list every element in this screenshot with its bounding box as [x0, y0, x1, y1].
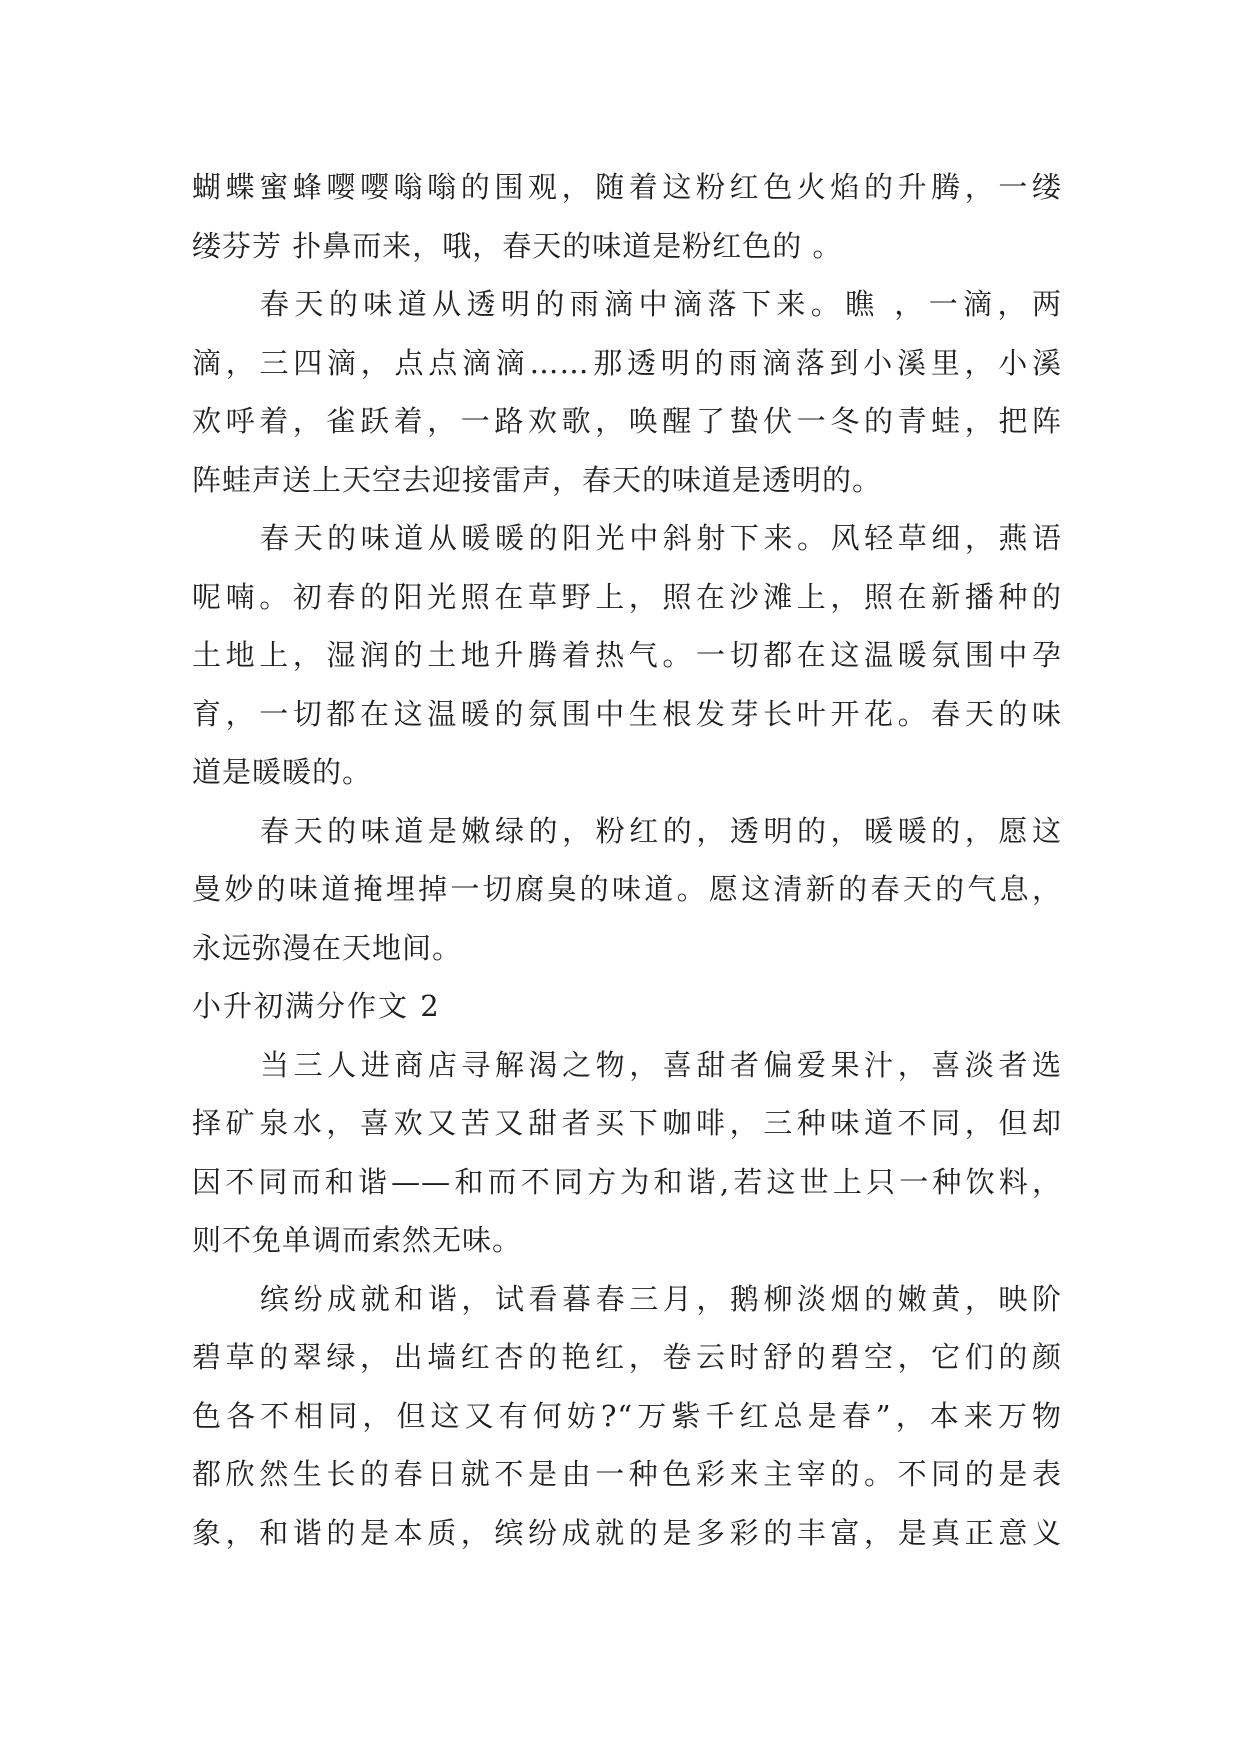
- text-line: 蝴蝶蜜蜂嘤嘤嗡嗡的围观，随着这粉红色火焰的升腾，一缕: [192, 170, 1062, 204]
- text-line: 碧草的翠绿，出墙红杏的艳红，卷云时舒的碧空，它们的颜: [192, 1340, 1062, 1374]
- text-line: 呢喃。初春的阳光照在草野上，照在沙滩上，照在新播种的: [192, 579, 1062, 614]
- text-line: 缤纷成就和谐，试看暮春三月，鹅柳淡烟的嫩黄，映阶: [260, 1281, 1062, 1316]
- text-line: 因不同而和谐——和而不同方为和谐,若这世上只一种饮料，: [192, 1164, 1062, 1199]
- text-line: 缕芬芳 扑鼻而来，哦，春天的味道是粉红色的 。: [192, 228, 843, 263]
- text-line: 春天的味道是嫩绿的，粉红的，透明的，暖暖的，愿这: [260, 813, 1062, 848]
- text-line: 色各不相同，但这又有何妨?“万紫千红总是春”，本来万物: [192, 1398, 1062, 1433]
- text-line: 土地上，湿润的土地升腾着热气。一切都在这温暖氛围中孕: [192, 638, 1062, 672]
- section-heading: 小升初满分作文 2: [192, 989, 441, 1023]
- document-body: [192, 158, 1062, 1562]
- text-line: 育，一切都在这温暖的氛围中生根发芽长叶开花。春天的味: [192, 696, 1062, 731]
- text-line: 春天的味道从透明的雨滴中滴落下来。瞧 ，一滴，两: [260, 287, 1062, 321]
- text-line: 则不免单调而索然无味。: [192, 1223, 523, 1257]
- text-line: 永远弥漫在天地间。: [192, 930, 463, 965]
- text-line: 滴，三四滴，点点滴滴……那透明的雨滴落到小溪里，小溪: [192, 345, 1062, 380]
- text-line: 象，和谐的是本质，缤纷成就的是多彩的丰富，是真正意义: [192, 1515, 1062, 1550]
- text-line: 阵蛙声送上天空去迎接雷声，春天的味道是透明的。: [192, 462, 883, 497]
- text-line: 曼妙的味道掩埋掉一切腐臭的味道。愿这清新的春天的气息，: [192, 872, 1062, 906]
- text-line: 当三人进商店寻解渴之物，喜甜者偏爱果汁，喜淡者选: [260, 1047, 1062, 1082]
- text-line: 道是暖暖的。: [192, 755, 373, 789]
- text-line: 择矿泉水，喜欢又苦又甜者买下咖啡，三种味道不同，但却: [192, 1106, 1062, 1140]
- text-line: 春天的味道从暖暖的阳光中斜射下来。风轻草细，燕语: [260, 521, 1062, 555]
- text-line: 都欣然生长的春日就不是由一种色彩来主宰的。不同的是表: [192, 1457, 1062, 1491]
- text-line: 欢呼着，雀跃着，一路欢歌，唤醒了蛰伏一冬的青蛙，把阵: [192, 404, 1062, 438]
